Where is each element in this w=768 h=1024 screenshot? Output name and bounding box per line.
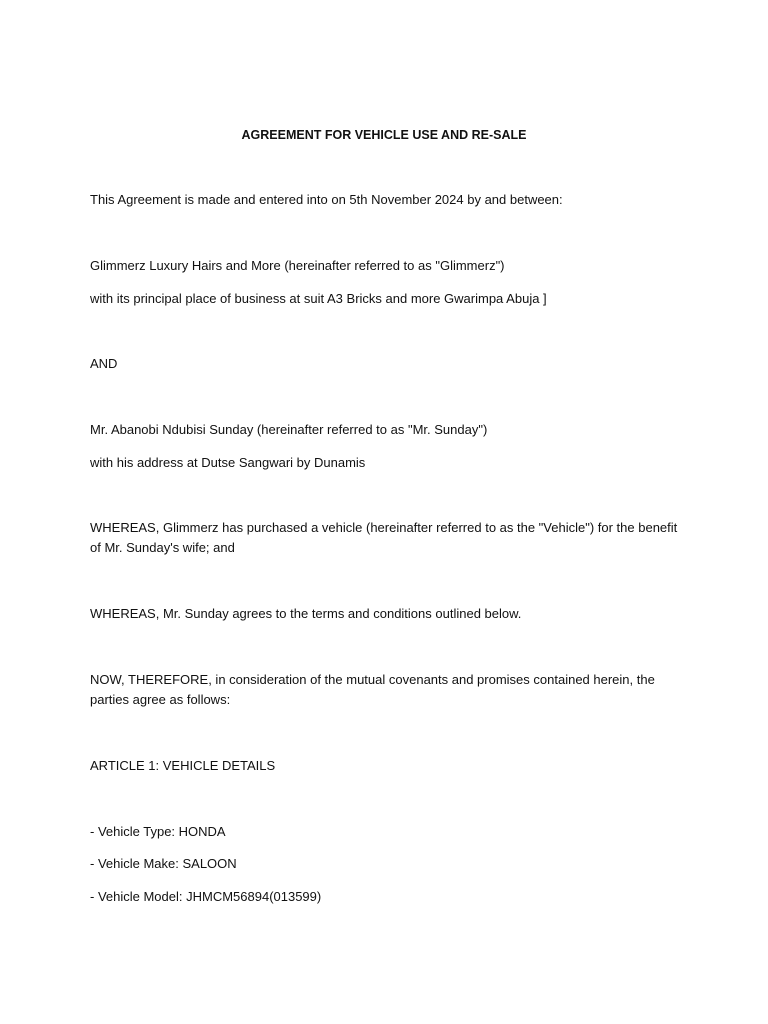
vehicle-type-item: - Vehicle Type: HONDA bbox=[90, 824, 226, 839]
and-separator: AND bbox=[90, 356, 118, 371]
party-two-name: Mr. Abanobi Ndubisi Sunday (hereinafter referred to as "Mr. Sunday") bbox=[90, 422, 488, 437]
article-one-heading: ARTICLE 1: VEHICLE DETAILS bbox=[90, 758, 276, 773]
party-one-name: Glimmerz Luxury Hairs and More (hereinafter referred to as "Glimmerz") bbox=[90, 258, 505, 273]
party-one-address: with its principal place of business at suit A3 Bricks and more Gwarimpa Abuja ] bbox=[90, 291, 547, 306]
vehicle-model-item: - Vehicle Model: JHMCM56894(013599) bbox=[90, 889, 322, 904]
now-therefore-clause: NOW, THEREFORE, in consideration of the mutual covenants and promises contained herein, the parties agree as follows: bbox=[90, 672, 655, 707]
party-two-address: with his address at Dutse Sangwari by Dunamis bbox=[90, 455, 366, 470]
intro-paragraph: This Agreement is made and entered into on 5th November 2024 by and between: bbox=[90, 192, 563, 207]
whereas-clause-two: WHEREAS, Mr. Sunday agrees to the terms and conditions outlined below. bbox=[90, 606, 522, 621]
agreement-title: AGREEMENT FOR VEHICLE USE AND RE-SALE bbox=[241, 128, 527, 142]
whereas-clause-one: WHEREAS, Glimmerz has purchased a vehicle (hereinafter referred to as the "Vehicle") for the benefit of Mr. Sunday's wife; and bbox=[90, 520, 678, 555]
vehicle-make-item: - Vehicle Make: SALOON bbox=[90, 856, 237, 871]
